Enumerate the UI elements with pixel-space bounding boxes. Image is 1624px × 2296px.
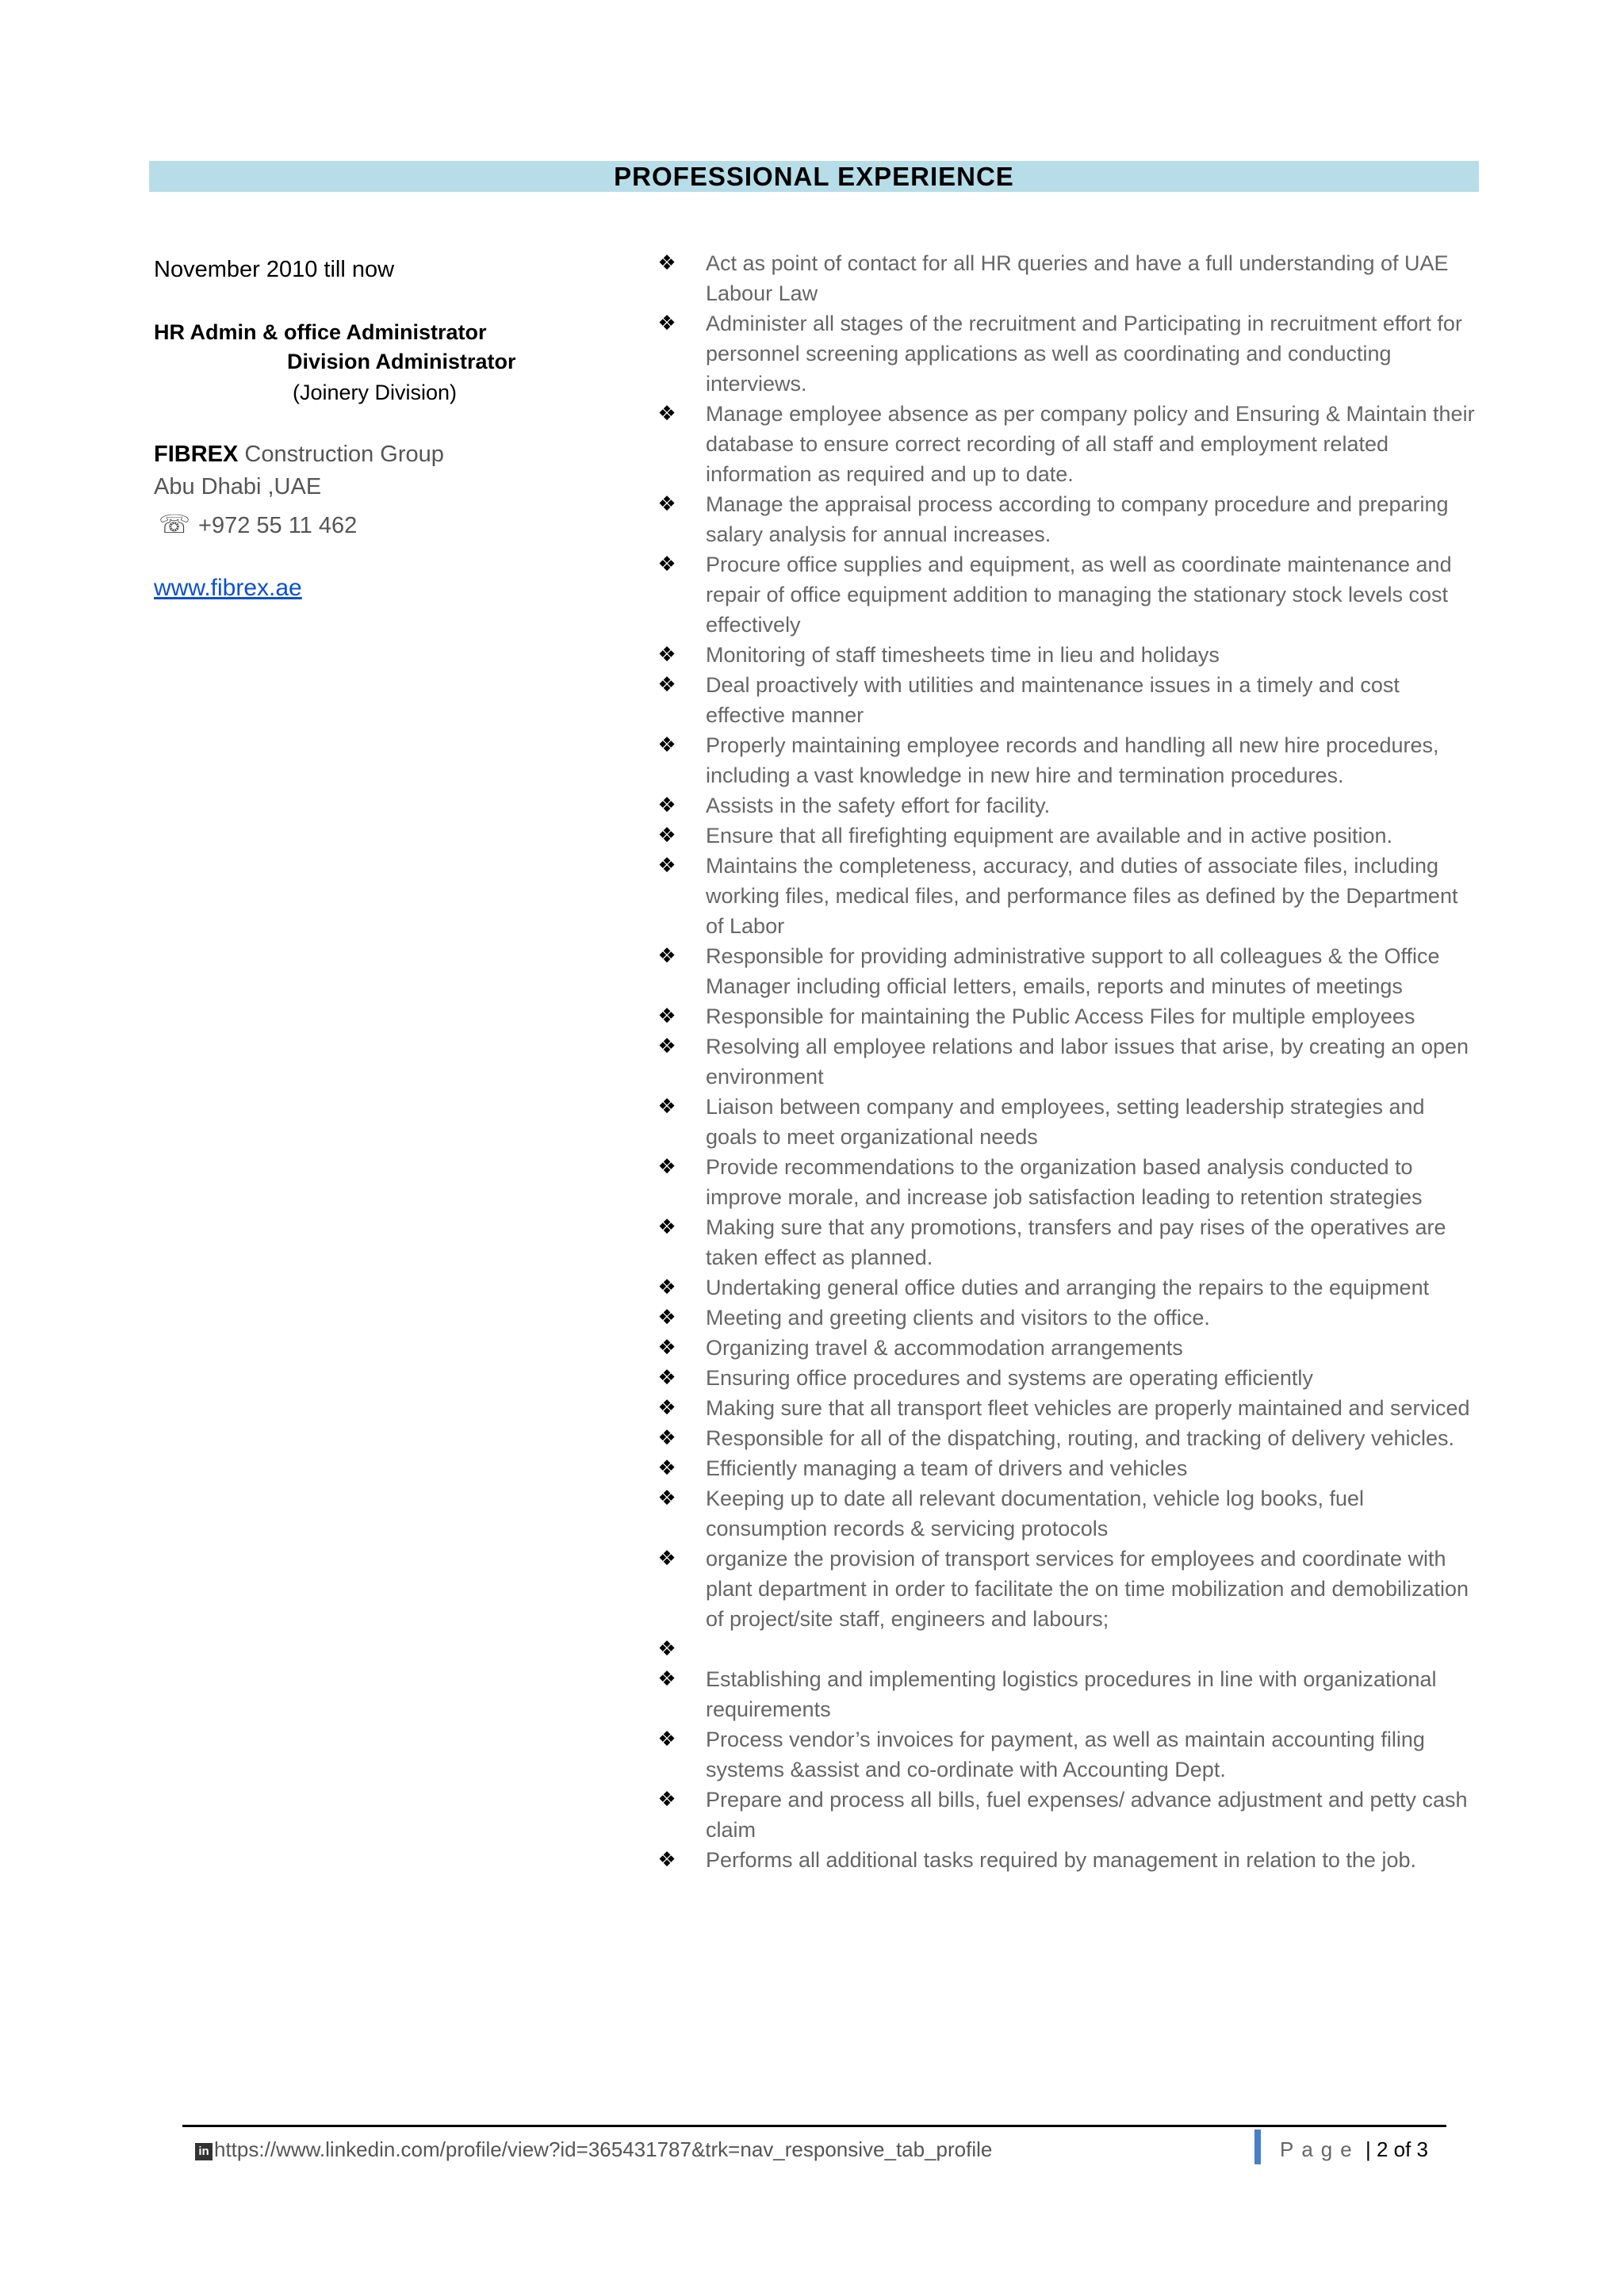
responsibility-text: Ensuring office procedures and systems are operating efficiently <box>706 1366 1313 1390</box>
bullet-marker-icon: ❖ <box>657 1306 676 1330</box>
responsibility-list <box>655 248 1480 1875</box>
bullet-marker-icon: ❖ <box>657 643 676 667</box>
bullet-marker-icon: ❖ <box>657 794 676 817</box>
responsibility-text: Monitoring of staff timesheets time in lieu and holidays <box>706 643 1220 667</box>
responsibility-item <box>655 1785 1480 1845</box>
responsibility-text: Responsible for all of the dispatching, routing, and tracking of delivery vehicles. <box>706 1426 1455 1450</box>
responsibility-item <box>655 1453 1480 1483</box>
company-name: FIBREX <box>154 442 239 467</box>
bullet-marker-icon: ❖ <box>657 1035 676 1058</box>
bullet-marker-icon: ❖ <box>657 733 676 757</box>
responsibility-item <box>655 941 1480 1001</box>
company-location: Abu Dhabi ,UAE <box>154 474 322 499</box>
job-title: HR Admin & office Administrator <box>154 320 487 344</box>
bullet-marker-icon: ❖ <box>657 1547 676 1571</box>
responsibility-item <box>655 1664 1480 1724</box>
responsibility-item <box>655 1212 1480 1272</box>
bullet-marker-icon: ❖ <box>657 1637 676 1661</box>
footer-profile-url <box>195 2137 992 2162</box>
responsibility-text: Establishing and implementing logistics procedures in line with organizational requirements <box>706 1667 1437 1721</box>
bullet-marker-icon: ❖ <box>657 1095 676 1119</box>
responsibility-item <box>655 1092 1480 1152</box>
responsibility-text: Procure office supplies and equipment, as well as coordinate maintenance and repair of office equipment addition to managing the stationary stock levels cost effectively <box>706 553 1452 637</box>
responsibility-text: Manage the appraisal process according to company procedure and preparing salary analysis for annual increases. <box>706 492 1449 546</box>
responsibility-item <box>655 851 1480 941</box>
profile-url-text[interactable]: https://www.linkedin.com/profile/view?id=365431787&trk=nav_responsive_tab_profile <box>214 2137 993 2161</box>
phone-number: +972 55 11 462 <box>198 513 358 538</box>
responsibility-item <box>655 821 1480 851</box>
footer-divider <box>182 2125 1446 2127</box>
bullet-marker-icon: ❖ <box>657 1155 676 1179</box>
responsibility-item <box>655 1483 1480 1544</box>
responsibility-item <box>655 399 1480 489</box>
section-title: PROFESSIONAL EXPERIENCE <box>149 161 1479 192</box>
job-division: (Joinery Division) <box>293 381 458 404</box>
responsibility-item <box>655 248 1480 308</box>
bullet-marker-icon: ❖ <box>657 1848 676 1872</box>
responsibility-item <box>655 1363 1480 1393</box>
responsibility-text: Making sure that any promotions, transfers and pay rises of the operatives are taken effect as planned. <box>706 1215 1446 1269</box>
responsibility-text: Process vendor’s invoices for payment, as well as maintain accounting filing systems &assist and co-ordinate with Accounting Dept. <box>706 1728 1425 1781</box>
responsibility-item <box>655 1845 1480 1875</box>
responsibility-item <box>655 670 1480 730</box>
bullet-marker-icon: ❖ <box>657 1426 676 1450</box>
responsibility-text: Provide recommendations to the organization based analysis conducted to improve morale, and increase job satisfaction leading to retention strategies <box>706 1155 1423 1209</box>
bullet-marker-icon: ❖ <box>657 251 676 275</box>
bullet-marker-icon: ❖ <box>657 1396 676 1420</box>
responsibility-text: Administer all stages of the recruitment and Participating in recruitment effort for personnel screening applications as well as coordinating and conducting interviews. <box>706 312 1462 396</box>
responsibility-text: Resolving all employee relations and labor issues that arise, by creating an open environment <box>706 1035 1469 1089</box>
bullet-marker-icon: ❖ <box>657 402 676 426</box>
responsibility-item <box>655 308 1480 399</box>
responsibility-text: Manage employee absence as per company policy and Ensuring & Maintain their database to ensure correct recording of all staff and employment related information as required and up to date. <box>706 402 1475 486</box>
company-website-link[interactable]: www.fibrex.ae <box>154 575 302 601</box>
bullet-marker-icon: ❖ <box>657 1728 676 1751</box>
bullet-marker-icon: ❖ <box>657 492 676 516</box>
responsibility-item <box>655 1152 1480 1212</box>
responsibility-text: Performs all additional tasks required by management in relation to the job. <box>706 1848 1416 1872</box>
responsibility-item <box>655 1393 1480 1423</box>
responsibility-text: Keeping up to date all relevant documentation, vehicle log books, fuel consumption records & servicing protocols <box>706 1487 1365 1540</box>
page-number: | 2 of 3 <box>1365 2137 1428 2161</box>
responsibility-item <box>655 640 1480 670</box>
job-title-secondary: Division Administrator <box>287 350 516 373</box>
bullet-marker-icon: ❖ <box>657 1366 676 1390</box>
bullet-marker-icon: ❖ <box>657 1456 676 1480</box>
responsibility-text: Maintains the completeness, accuracy, and duties of associate files, including working files, medical files, and performance files as defined by the Department of Labor <box>706 854 1458 938</box>
responsibility-text: Act as point of contact for all HR queries and have a full understanding of UAE Labour Law <box>706 251 1449 305</box>
company <box>154 442 444 468</box>
responsibility-text: Efficiently managing a team of drivers and vehicles <box>706 1456 1188 1480</box>
responsibility-item <box>655 1333 1480 1363</box>
responsibility-item <box>655 489 1480 549</box>
responsibility-text: Properly maintaining employee records and handling all new hire procedures, including a vast knowledge in new hire and termination procedures. <box>706 733 1439 787</box>
bullet-marker-icon: ❖ <box>657 553 676 576</box>
responsibility-item <box>655 1423 1480 1453</box>
responsibility-item <box>655 549 1480 640</box>
responsibilities <box>655 248 1480 1875</box>
linkedin-icon: in <box>195 2143 213 2160</box>
phone <box>159 509 357 539</box>
responsibility-text: Undertaking general office duties and arranging the repairs to the equipment <box>706 1276 1430 1299</box>
bullet-marker-icon: ❖ <box>657 1788 676 1812</box>
page-indicator <box>1280 2137 1428 2162</box>
responsibility-text: Meeting and greeting clients and visitors to the office. <box>706 1306 1210 1330</box>
responsibility-text: Making sure that all transport fleet vehicles are properly maintained and serviced <box>706 1396 1470 1420</box>
responsibility-item <box>655 1544 1480 1634</box>
responsibility-text <box>706 1634 1480 1664</box>
responsibility-text: Prepare and process all bills, fuel expenses/ advance adjustment and petty cash claim <box>706 1788 1468 1842</box>
bullet-marker-icon: ❖ <box>657 1667 676 1691</box>
responsibility-item <box>655 1272 1480 1303</box>
company-suffix: Construction Group <box>238 442 444 467</box>
responsibility-text: Responsible for providing administrative support to all colleagues & the Office Manager including official letters, emails, reports and minutes of meetings <box>706 944 1440 998</box>
responsibility-text: Assists in the safety effort for facility. <box>706 794 1051 817</box>
bullet-marker-icon: ❖ <box>657 944 676 968</box>
bullet-marker-icon: ❖ <box>657 1004 676 1028</box>
bullet-marker-icon: ❖ <box>657 1215 676 1239</box>
bullet-marker-icon: ❖ <box>657 1276 676 1299</box>
bullet-marker-icon: ❖ <box>657 854 676 878</box>
responsibility-item <box>655 1634 1480 1664</box>
bullet-marker-icon: ❖ <box>657 673 676 697</box>
responsibility-text: Ensure that all firefighting equipment are available and in active position. <box>706 824 1393 848</box>
responsibility-item <box>655 1303 1480 1333</box>
responsibility-text: Responsible for maintaining the Public Access Files for multiple employees <box>706 1004 1415 1028</box>
bullet-marker-icon: ❖ <box>657 824 676 848</box>
responsibility-item <box>655 1001 1480 1031</box>
page-label: Page <box>1280 2137 1360 2161</box>
bullet-marker-icon: ❖ <box>657 312 676 335</box>
bullet-marker-icon: ❖ <box>657 1487 676 1510</box>
responsibility-item <box>655 730 1480 790</box>
responsibility-text: Liaison between company and employees, setting leadership strategies and goals to meet organizational needs <box>706 1095 1425 1149</box>
responsibility-text: organize the provision of transport services for employees and coordinate with plant department in order to facilitate the on time mobilization and demobilization of project/site staff, engineers and labours; <box>706 1547 1469 1631</box>
bullet-marker-icon: ❖ <box>657 1336 676 1360</box>
responsibility-text: Organizing travel & accommodation arrangements <box>706 1336 1183 1360</box>
responsibility-item <box>655 790 1480 821</box>
responsibility-item <box>655 1031 1480 1092</box>
phone-icon: ☏ <box>159 510 191 538</box>
employment-dates: November 2010 till now <box>154 257 395 282</box>
footer-accent-bar <box>1254 2130 1261 2164</box>
responsibility-item <box>655 1724 1480 1785</box>
responsibility-text: Deal proactively with utilities and maintenance issues in a timely and cost effective manner <box>706 673 1400 727</box>
